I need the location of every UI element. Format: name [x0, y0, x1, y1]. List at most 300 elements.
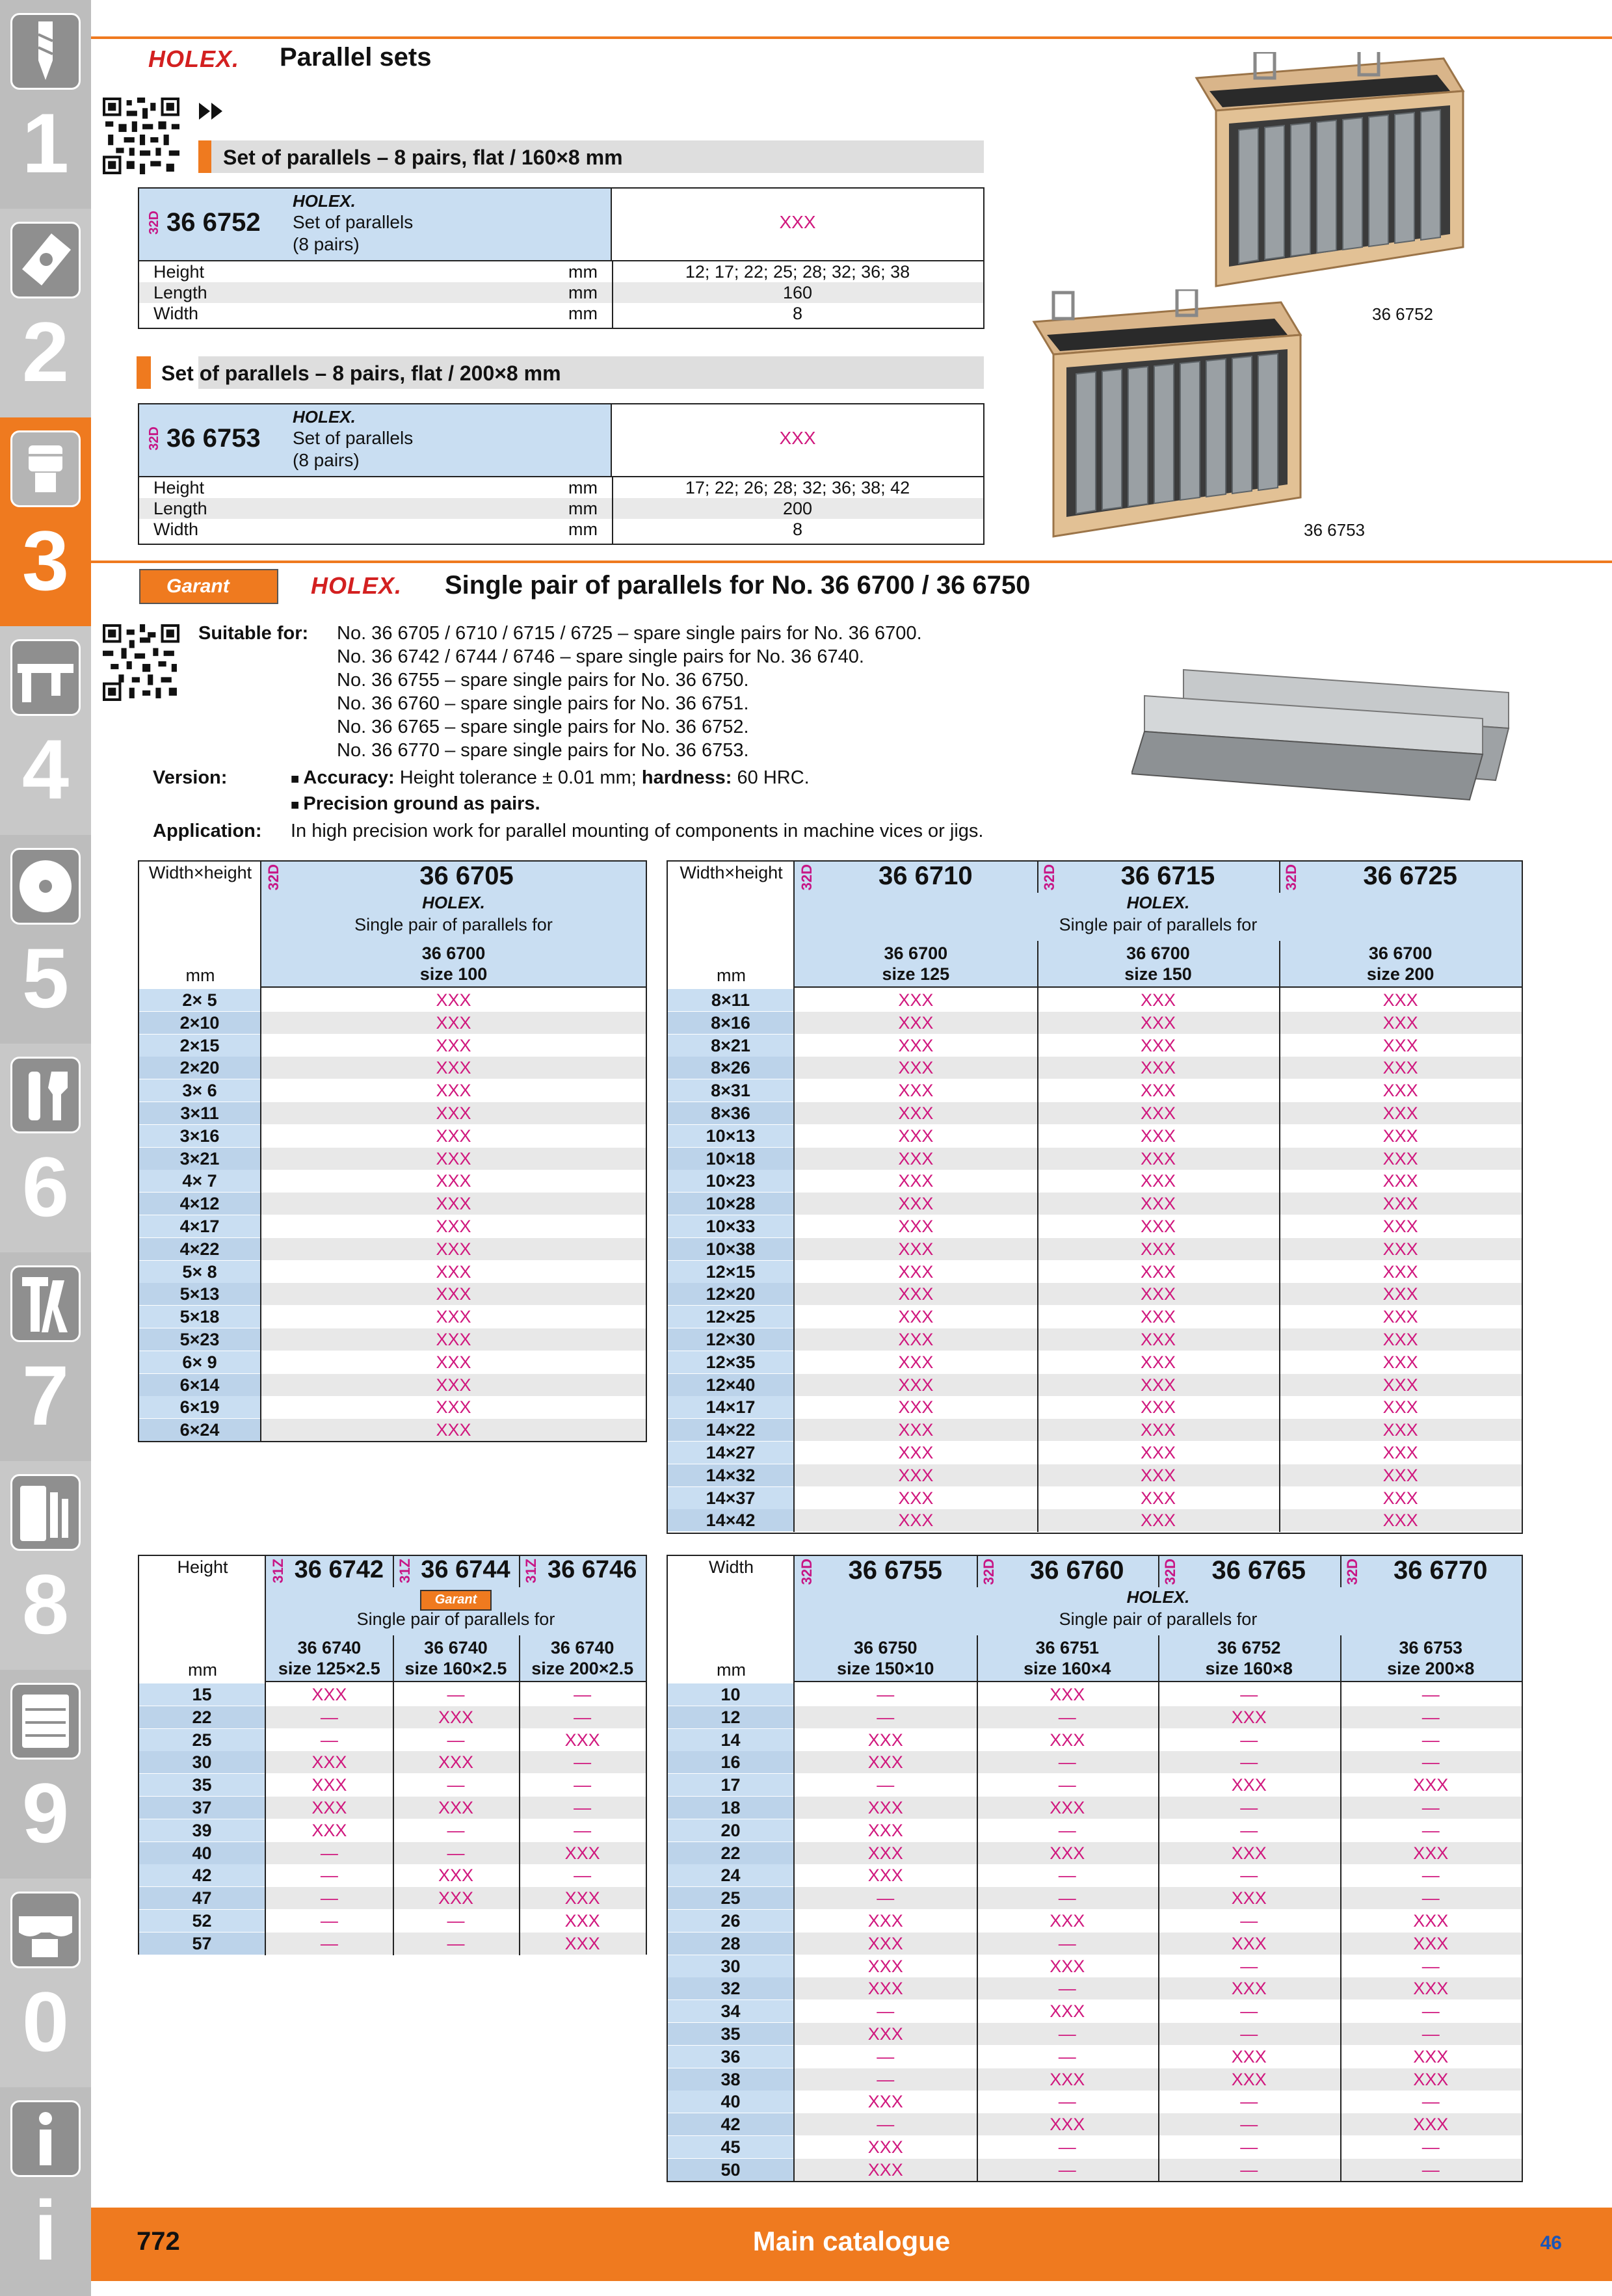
chapter-tab-9[interactable] — [0, 1670, 91, 1879]
brand-label: HOLEX. — [1126, 1587, 1190, 1607]
table-cell: XXX — [436, 1261, 471, 1282]
table-cell: XXX — [1140, 1261, 1176, 1282]
holex-logo: HOLEX. — [148, 46, 240, 72]
table-cell: XXX — [1231, 1979, 1267, 1999]
row-label: 2×10 — [139, 1012, 260, 1034]
row-label: 10×13 — [668, 1125, 793, 1147]
for-number: 36 6752 — [1217, 1638, 1281, 1657]
chapter-tab-4[interactable] — [0, 626, 91, 835]
table-cell: XXX — [1382, 1420, 1418, 1440]
table-cell: XXX — [436, 1058, 471, 1078]
table-cell: — — [877, 2001, 895, 2022]
table-cell: — — [1058, 2092, 1076, 2112]
label-divider — [793, 1556, 795, 2182]
suitable-line-1: No. 36 6705 / 6710 / 6715 / 6725 – spare single pairs for No. 36 6700. — [337, 623, 922, 644]
table-cell: XXX — [898, 1330, 934, 1349]
row-label: 3× 6 — [139, 1079, 260, 1102]
table-cell: XXX — [1140, 1171, 1176, 1191]
table-cell: — — [1421, 1707, 1440, 1727]
table-cell: XXX — [1382, 1126, 1418, 1146]
table-cell: — — [1058, 1933, 1076, 1953]
table-cell: XXX — [1140, 1465, 1176, 1485]
table-cell: XXX — [1231, 1707, 1267, 1727]
for-number: 36 6753 — [1399, 1638, 1463, 1657]
row-label: 6×24 — [139, 1419, 260, 1441]
table-cell: XXX — [1140, 1103, 1176, 1123]
row-label: 10×18 — [668, 1148, 793, 1170]
column-divider — [1037, 988, 1038, 1532]
row-label: 14×37 — [668, 1487, 793, 1509]
row-label: 40 — [668, 2091, 793, 2113]
table-cell: — — [447, 1933, 465, 1953]
table-cell: XXX — [1140, 1217, 1176, 1236]
column-divider — [1279, 862, 1280, 893]
wrench-icon — [10, 1057, 81, 1133]
table-cell: — — [320, 1843, 338, 1863]
caliper-icon — [10, 639, 81, 716]
row-label: 8×26 — [668, 1057, 793, 1079]
row-label: 12×30 — [668, 1328, 793, 1351]
table-cell: XXX — [438, 1707, 473, 1727]
chapter-number: 4 — [21, 722, 70, 817]
article-tag: 32D — [1040, 864, 1057, 891]
table-cell: XXX — [898, 1284, 934, 1304]
footer-title: Main catalogue — [752, 2226, 951, 2256]
table-cell: XXX — [898, 1194, 934, 1214]
column-divider — [519, 1635, 520, 1682]
table-cell: — — [1240, 1820, 1258, 1840]
table-cell: XXX — [1050, 2115, 1085, 2135]
chapter-number: 1 — [21, 96, 70, 191]
set1-number: 36 6752 — [166, 208, 261, 237]
chapter-tab-1[interactable] — [0, 0, 91, 209]
table-cell: XXX — [438, 1798, 473, 1817]
table-cell: XXX — [867, 2092, 903, 2112]
table-cell: XXX — [898, 1217, 934, 1236]
row-label: 12×15 — [668, 1261, 793, 1283]
qr-code-icon-2[interactable] — [103, 624, 179, 701]
table-cell: XXX — [1140, 1012, 1176, 1033]
table-cell: XXX — [898, 1375, 934, 1395]
column-divider — [1340, 1635, 1341, 1682]
table-cell: — — [1421, 2092, 1440, 2112]
table-cell: — — [574, 1866, 592, 1886]
table-cell: XXX — [898, 1103, 934, 1123]
workshop-tools-icon — [10, 1474, 81, 1551]
size-label: size 150×10 — [837, 1659, 934, 1678]
row-label: 10×33 — [668, 1215, 793, 1237]
table-cell: — — [1240, 2092, 1258, 2112]
table-cell: — — [1421, 1866, 1440, 1886]
chapter-number: 9 — [21, 1765, 70, 1860]
chapter-number: 5 — [21, 930, 70, 1025]
set1-photo — [1170, 52, 1470, 299]
table-cell: XXX — [1140, 1148, 1176, 1168]
table-cell: XXX — [1413, 1933, 1449, 1953]
table-cell: XXX — [1413, 1911, 1449, 1931]
column-divider — [1037, 862, 1038, 893]
table-cell: XXX — [436, 1194, 471, 1214]
unit-label: mm — [717, 1660, 746, 1680]
article-number: 36 6765 — [1211, 1556, 1306, 1585]
set2-tag: 32D — [147, 427, 161, 451]
suitable-line-2: No. 36 6742 / 6744 / 6746 – spare single pairs for No. 36 6740. — [337, 646, 864, 667]
row-label: 24 — [668, 1864, 793, 1886]
table-cell: XXX — [438, 1888, 473, 1908]
label-divider — [260, 862, 261, 1442]
article-tag: 31Z — [270, 1559, 286, 1583]
unit-label: mm — [717, 966, 746, 985]
table-cell: XXX — [898, 1465, 934, 1485]
row-label: 2×15 — [139, 1035, 260, 1057]
table-cell: XXX — [436, 1035, 471, 1055]
column-divider — [1158, 1682, 1159, 2182]
table-cell: XXX — [436, 1171, 471, 1191]
table-cell: XXX — [1140, 1330, 1176, 1349]
chapter-tab-0[interactable] — [0, 1879, 91, 2087]
row-label: 3×21 — [139, 1148, 260, 1170]
insert-icon — [10, 222, 81, 298]
table-cell: — — [447, 1843, 465, 1863]
article-number: 36 6746 — [547, 1556, 637, 1583]
row-label: 8×21 — [668, 1035, 793, 1057]
table-cell: XXX — [436, 1103, 471, 1123]
table-cell: XXX — [898, 1148, 934, 1168]
suitable-line-4: No. 36 6760 – spare single pairs for No. 36 6751. — [337, 693, 749, 714]
row-label: 45 — [668, 2136, 793, 2158]
table-cell: XXX — [898, 1035, 934, 1055]
table-cell: XXX — [436, 1375, 471, 1395]
table-cell: XXX — [1140, 1352, 1176, 1372]
row-label: 4× 7 — [139, 1170, 260, 1192]
row-label: 18 — [668, 1797, 793, 1819]
single-pair-photo — [1131, 657, 1522, 806]
set2-number: 36 6753 — [166, 424, 261, 453]
article-number: 36 6715 — [1120, 862, 1215, 890]
row-label: 10×23 — [668, 1170, 793, 1192]
table-cell: XXX — [898, 1239, 934, 1259]
table-cell: XXX — [867, 1979, 903, 1999]
table-36-6710-6725 — [667, 860, 1523, 1534]
table-cell: XXX — [1413, 1775, 1449, 1795]
chapter-tab-5[interactable] — [0, 835, 91, 1044]
table-cell: XXX — [1050, 2069, 1085, 2089]
table-cell: — — [877, 1888, 895, 1908]
table-cell: — — [1058, 2024, 1076, 2044]
column-divider — [393, 1556, 394, 1587]
set2-row-width: Width mm 8 — [153, 520, 803, 539]
table-cell: XXX — [1413, 2115, 1449, 2135]
table-cell: XXX — [867, 2024, 903, 2044]
brand-label: HOLEX. — [422, 893, 485, 912]
table-cell: — — [1240, 2024, 1258, 2044]
table-cell: — — [1421, 1752, 1440, 1773]
column-divider — [1279, 988, 1280, 1532]
table-cell: — — [1240, 2001, 1258, 2022]
table-cell: XXX — [1050, 1798, 1085, 1817]
row-label: 39 — [139, 1819, 265, 1841]
column-divider — [1158, 1556, 1159, 1587]
row-label: 32 — [668, 1977, 793, 1999]
table-cell: XXX — [436, 1239, 471, 1259]
fast-forward-icon[interactable] — [199, 103, 224, 120]
qr-code-icon[interactable] — [103, 98, 179, 174]
table-cell: XXX — [867, 1911, 903, 1931]
suitable-label: Suitable for: — [198, 623, 309, 644]
table-cell: — — [1058, 2046, 1076, 2066]
table-cell: XXX — [1140, 1284, 1176, 1304]
set2-desc2: (8 pairs) — [293, 450, 360, 470]
set1-row-length: Length mm 160 — [139, 282, 983, 303]
unit-label: mm — [188, 1660, 217, 1680]
chapter-tab-3[interactable] — [0, 417, 91, 626]
table-cell: — — [1421, 1798, 1440, 1817]
table-cell: XXX — [1231, 1888, 1267, 1908]
size-label: size 100 — [419, 964, 488, 984]
table-cell: — — [320, 1707, 338, 1727]
table-cell: — — [1058, 1979, 1076, 1999]
chapter-number: 6 — [21, 1139, 70, 1234]
table-36-6742-6746 — [138, 1555, 647, 1955]
table-cell: XXX — [1382, 1397, 1418, 1418]
version-line-2: ■ Precision ground as pairs. — [291, 793, 540, 814]
description: Single pair of parallels for — [356, 1609, 555, 1629]
table-cell: XXX — [1382, 1035, 1418, 1055]
size-label: size 160×2.5 — [404, 1659, 507, 1678]
section2-title: Single pair of parallels for No. 36 6700 / 36 6750 — [445, 571, 1031, 600]
set1-row-width: Width mm 8 — [153, 304, 803, 323]
article-tag: 32D — [799, 864, 815, 891]
set1-product-box — [138, 187, 984, 329]
table-cell: XXX — [436, 1126, 471, 1146]
table-cell: — — [320, 1933, 338, 1953]
table-cell: XXX — [1382, 1148, 1418, 1168]
row-label: 36 — [668, 2046, 793, 2068]
column-divider — [393, 1635, 394, 1682]
table-cell: XXX — [1140, 1307, 1176, 1327]
page-number: 772 — [137, 2227, 180, 2256]
table-cell: — — [1421, 1820, 1440, 1840]
table-cell: XXX — [1140, 1239, 1176, 1259]
table-cell: XXX — [1231, 1775, 1267, 1795]
label-divider — [793, 862, 795, 1532]
saw-blade-icon — [10, 848, 81, 925]
table-cell: XXX — [1382, 1239, 1418, 1259]
row-label: 17 — [668, 1774, 793, 1796]
pliers-icon — [10, 1265, 81, 1342]
chapter-number: 0 — [21, 1974, 70, 2069]
table-cell: XXX — [564, 1730, 600, 1750]
column-divider — [1340, 1556, 1341, 1587]
set2-subheader — [161, 356, 984, 389]
article-tag: 32D — [1283, 864, 1300, 891]
table-cell: — — [574, 1685, 592, 1704]
set2-price: XXX — [779, 428, 816, 448]
article-number: 36 6705 — [419, 862, 514, 890]
table-cell: XXX — [1140, 1397, 1176, 1418]
size-label: size 200 — [1366, 964, 1434, 984]
table-cell: XXX — [1140, 1420, 1176, 1440]
chapter-tab-6[interactable] — [0, 1044, 91, 1252]
table-cell: — — [1058, 1820, 1076, 1840]
table-cell: XXX — [1140, 1081, 1176, 1101]
set2-row-length: Length mm 200 — [139, 498, 983, 519]
set2-product-box — [138, 403, 984, 545]
table-cell: XXX — [1382, 1261, 1418, 1282]
article-tag: 32D — [265, 864, 282, 891]
article-number: 36 6710 — [879, 862, 973, 890]
table-cell: — — [877, 2069, 895, 2089]
column-divider — [1340, 1682, 1341, 2182]
table-cell: XXX — [867, 1752, 903, 1773]
set1-subheader — [198, 140, 984, 173]
set1-desc1: Set of parallels — [293, 212, 414, 232]
column-divider — [977, 1682, 978, 2182]
table-cell: XXX — [1231, 1933, 1267, 1953]
set2-photo — [1014, 289, 1314, 543]
table-cell: — — [877, 1707, 895, 1727]
table-cell: XXX — [436, 1012, 471, 1033]
table-cell: XXX — [1382, 1012, 1418, 1033]
table-cell: XXX — [1382, 1081, 1418, 1101]
table-cell: XXX — [898, 1126, 934, 1146]
table-cell: — — [574, 1798, 592, 1817]
garant-badge — [420, 1590, 492, 1611]
set1-photo-label: 36 6752 — [1372, 304, 1433, 324]
row-label: 14×42 — [668, 1509, 793, 1531]
table-cell: XXX — [436, 1330, 471, 1349]
for-number: 36 6750 — [853, 1638, 918, 1657]
chapter-tab-7[interactable] — [0, 1252, 91, 1461]
table-cell: XXX — [867, 2159, 903, 2180]
table-cell: XXX — [1140, 1375, 1176, 1395]
table-cell: — — [574, 1707, 592, 1727]
table-cell: XXX — [311, 1820, 347, 1840]
set1-subtitle: Set of parallels – 8 pairs, flat / 160×8 mm — [223, 146, 623, 169]
table-cell: XXX — [1140, 1443, 1176, 1462]
row-label: 10 — [668, 1683, 793, 1706]
safety-glasses-icon — [10, 1892, 81, 1968]
table-cell: XXX — [564, 1933, 600, 1953]
set1-brand: HOLEX. — [293, 191, 356, 211]
row-label: 12×35 — [668, 1351, 793, 1373]
table-cell: XXX — [1231, 1843, 1267, 1863]
version-line-1: ■ Accuracy: Height tolerance ± 0.01 mm; hardness: 60 HRC. — [291, 767, 810, 788]
table-cell: XXX — [1382, 1488, 1418, 1508]
table-cell: XXX — [1140, 1511, 1176, 1531]
row-label: 22 — [139, 1706, 265, 1728]
table-cell: — — [877, 2046, 895, 2066]
row-label: 10×28 — [668, 1193, 793, 1215]
row-label: 12×20 — [668, 1283, 793, 1305]
table-cell: XXX — [867, 1798, 903, 1817]
description: Single pair of parallels for — [354, 915, 553, 934]
table-cell: — — [877, 1685, 895, 1704]
column-divider — [977, 1556, 978, 1587]
article-number: 36 6744 — [421, 1556, 510, 1583]
table-cell: — — [1058, 2159, 1076, 2180]
table-cell: XXX — [436, 1284, 471, 1304]
table-cell: XXX — [436, 1397, 471, 1418]
table-cell: XXX — [898, 1352, 934, 1372]
table-cell: XXX — [1382, 1443, 1418, 1462]
row-label: 35 — [139, 1774, 265, 1796]
chapter-number: 8 — [21, 1557, 70, 1652]
article-number: 36 6760 — [1029, 1556, 1124, 1585]
row-label: 37 — [139, 1797, 265, 1819]
size-label: size 200×8 — [1387, 1659, 1475, 1678]
table-cell: — — [1421, 1730, 1440, 1750]
row-label: 8×16 — [668, 1012, 793, 1034]
chapter-tab-8[interactable] — [0, 1461, 91, 1670]
table-cell: XXX — [1382, 1511, 1418, 1531]
row-label: 40 — [139, 1842, 265, 1864]
table-cell: XXX — [898, 1171, 934, 1191]
table-cell: XXX — [1413, 1843, 1449, 1863]
table-cell: — — [1058, 1752, 1076, 1773]
table-cell: XXX — [1050, 2001, 1085, 2022]
table-cell: XXX — [867, 1956, 903, 1976]
row-label: 26 — [668, 1910, 793, 1932]
table-cell: — — [447, 1820, 465, 1840]
table-cell: XXX — [898, 1307, 934, 1327]
chuck-icon — [10, 430, 81, 507]
row-label: 6× 9 — [139, 1351, 260, 1373]
size-label: size 160×4 — [1024, 1659, 1111, 1678]
article-tag: 31Z — [396, 1559, 413, 1583]
chapter-tab-i[interactable] — [0, 2087, 91, 2296]
chapter-number: i — [33, 2183, 58, 2278]
for-number: 36 6700 — [884, 943, 948, 963]
table-cell: XXX — [564, 1911, 600, 1931]
info-icon — [10, 2100, 81, 2177]
page-footer — [91, 2208, 1612, 2281]
brand-label: HOLEX. — [1126, 893, 1190, 912]
row-label: 5×13 — [139, 1283, 260, 1305]
row-label: 14×17 — [668, 1396, 793, 1418]
table-cell: XXX — [867, 1866, 903, 1886]
table-cell: XXX — [564, 1843, 600, 1863]
set1-desc2: (8 pairs) — [293, 234, 360, 254]
size-label: size 150 — [1124, 964, 1192, 984]
table-cell: XXX — [867, 1730, 903, 1750]
table-cell: XXX — [898, 1443, 934, 1462]
chapter-number: 2 — [21, 304, 70, 399]
for-number: 36 6740 — [297, 1638, 362, 1657]
table-cell: — — [447, 1685, 465, 1704]
row-label: 5×23 — [139, 1328, 260, 1351]
garant-badge-text: Garant — [434, 1592, 477, 1607]
table-cell: XXX — [867, 2137, 903, 2157]
table-cell: — — [877, 2115, 895, 2135]
for-number: 36 6700 — [421, 943, 486, 963]
table-cell: — — [1240, 1956, 1258, 1976]
table-cell: XXX — [898, 990, 934, 1010]
table-cell: — — [574, 1775, 592, 1795]
set1-tag: 32D — [147, 211, 161, 235]
table-cell: — — [1058, 1888, 1076, 1908]
application-label: Application: — [153, 821, 262, 841]
table-cell: XXX — [436, 1307, 471, 1327]
set2-subtitle: Set of parallels – 8 pairs, flat / 200×8 mm — [161, 362, 561, 385]
chapter-tab-2[interactable] — [0, 209, 91, 417]
row-label: 38 — [668, 2068, 793, 2091]
table-cell: XXX — [898, 1261, 934, 1282]
table-cell: XXX — [438, 1752, 473, 1773]
table-cell: XXX — [898, 1420, 934, 1440]
table-cell: XXX — [1382, 1465, 1418, 1485]
footer-right-number: 46 — [1540, 2232, 1562, 2254]
